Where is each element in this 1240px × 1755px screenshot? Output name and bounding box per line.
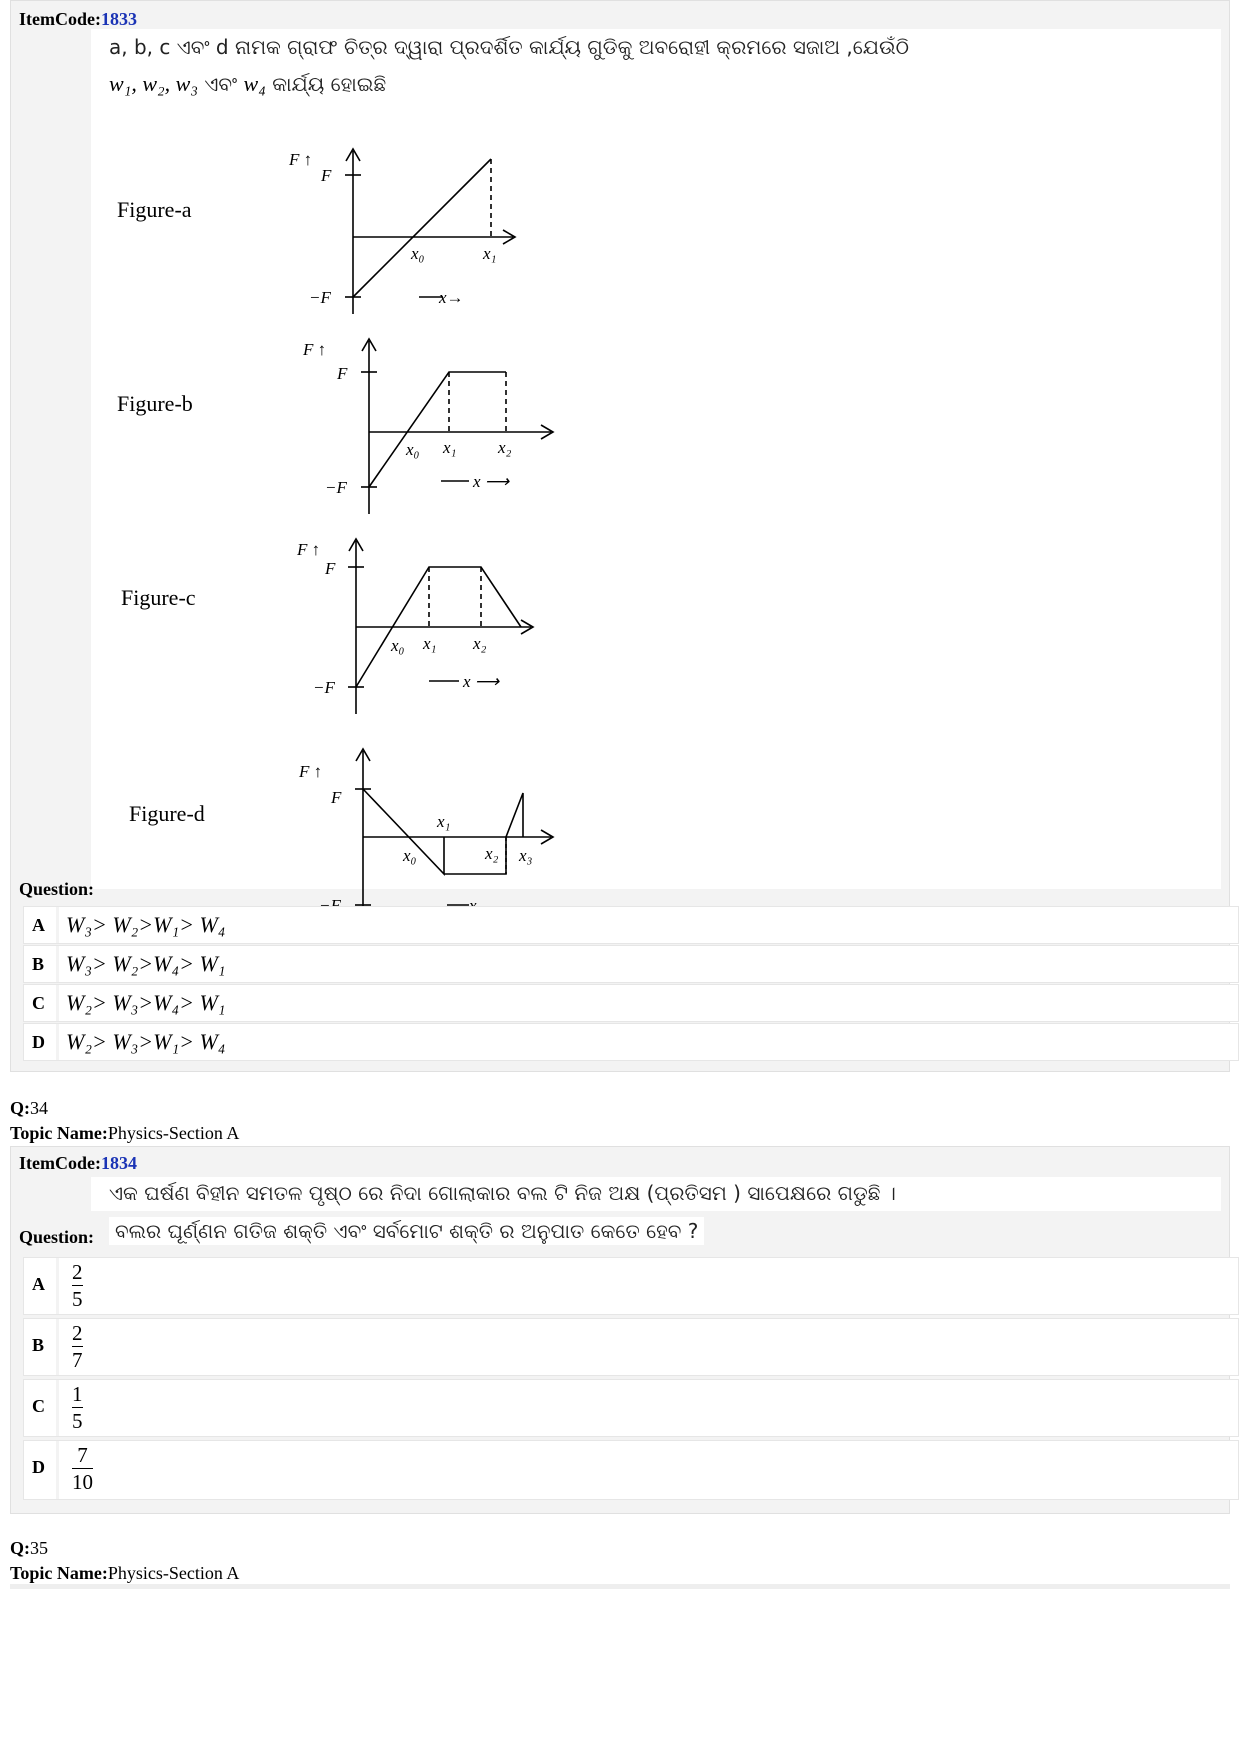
q-label: Q: bbox=[10, 1538, 30, 1558]
stem-line-2: ବଲର ଘୂର୍ଣ୍ଣନ ଗତିଜ ଶକ୍ତି ଏବଂ ସର୍ବମୋଟ ଶକ୍ତି ର ଅନୁପାତ କେତେ ହେବ ? bbox=[109, 1217, 704, 1245]
fig-a-x-label: x→ bbox=[439, 288, 464, 307]
stem-line-1: ଏକ ଘର୍ଷଣ ବିହୀନ ସମତଳ ପୃଷ୍ଠ ରେ ନିଦା ଗୋଲାକାର ବଲ ଟି ନିଜ ଅକ୍ଷ (ପ୍ରତିସମ ) ସାପେକ୍ଷରେ ଗଡୁଛି । bbox=[109, 1181, 896, 1205]
fraction-denominator: 7 bbox=[72, 1348, 83, 1372]
question-row bbox=[19, 1217, 1219, 1251]
fig-c-F-label: F bbox=[325, 559, 336, 578]
section-divider bbox=[10, 1584, 1230, 1589]
stem-vars: w₁, w₂, w₃ bbox=[109, 71, 198, 96]
fraction-denominator: 5 bbox=[72, 1409, 83, 1433]
fig-a-x0-label: x₀ bbox=[411, 244, 425, 263]
fig-b-x-label: x ⟶ bbox=[473, 472, 510, 491]
option-fraction bbox=[72, 1382, 83, 1433]
item-code-value: 1833 bbox=[100, 9, 137, 29]
stem-line-1: a, b, c ଏବଂ d ନାମକ ଗ୍ରାଫ ଚିତ୍ର ଦ୍ୱାରା ପ୍ରଦର୍ଶିତ କାର୍ଯ୍ୟ ଗୁଡିକୁ ଅବରୋହୀ କ୍ରମରେ ସଜାଅ ,ଯେଉଁଠି bbox=[109, 35, 909, 59]
fig-a-negF-label: −F bbox=[309, 288, 331, 307]
option-letter: A bbox=[32, 915, 45, 935]
fig-c-x1-label: x₁ bbox=[423, 634, 437, 653]
topic-row bbox=[10, 1563, 239, 1584]
stem-tail: କାର୍ଯ୍ୟ ହୋଇଛି bbox=[265, 72, 387, 96]
option-letter: D bbox=[32, 1032, 45, 1052]
figure-c-graph bbox=[201, 519, 581, 719]
option-letter: B bbox=[32, 1335, 45, 1355]
fraction-bar bbox=[72, 1285, 83, 1286]
fig-c-x-label: x ⟶ bbox=[463, 672, 500, 691]
fraction-numerator: 2 bbox=[72, 1260, 83, 1284]
fig-d-F-arrow-label: F ↑ bbox=[299, 762, 323, 781]
fig-c-F-arrow-label: F ↑ bbox=[297, 540, 321, 559]
fig-b-x1-label: x₁ bbox=[443, 438, 457, 457]
fig-b-F-arrow-label: F ↑ bbox=[303, 340, 327, 359]
option-separator bbox=[56, 907, 59, 943]
fig-c-x0-label: x₀ bbox=[391, 636, 405, 655]
question-number-row bbox=[10, 1098, 239, 1119]
question-label: Question: bbox=[19, 879, 95, 899]
figure-d-label: Figure-d bbox=[129, 801, 205, 826]
fraction-bar bbox=[72, 1346, 83, 1347]
question-card-1833 bbox=[10, 0, 1230, 1072]
question-number-row bbox=[10, 1538, 239, 1559]
fraction-numerator: 2 bbox=[72, 1321, 83, 1345]
fraction-numerator: 1 bbox=[72, 1382, 83, 1406]
option-letter: C bbox=[32, 1396, 45, 1416]
fig-c-x2-label: x₂ bbox=[473, 634, 487, 653]
option-letter: B bbox=[32, 954, 45, 974]
option-separator bbox=[56, 1024, 59, 1060]
option-text: W₂> W₃>W₄> W₁ bbox=[66, 990, 226, 1015]
topic-name: Physics-Section A bbox=[107, 1123, 240, 1143]
fig-d-x3-label: x₃ bbox=[519, 846, 533, 865]
q-label: Q: bbox=[10, 1098, 30, 1118]
fraction-denominator: 5 bbox=[72, 1287, 83, 1311]
option-row[interactable] bbox=[23, 945, 1239, 983]
option-row[interactable] bbox=[23, 1440, 1239, 1500]
fig-c-negF-label: −F bbox=[313, 678, 335, 697]
topic-name: Physics-Section A bbox=[107, 1563, 240, 1583]
figure-a-label: Figure-a bbox=[117, 197, 192, 222]
figure-b-graph bbox=[201, 319, 581, 519]
topic-row bbox=[10, 1123, 239, 1144]
item-code-label: ItemCode: bbox=[19, 9, 101, 29]
figure-a-graph bbox=[201, 129, 541, 329]
option-separator bbox=[56, 1258, 59, 1314]
question-card-1834 bbox=[10, 1146, 1230, 1514]
question-header-35 bbox=[10, 1538, 239, 1584]
question-stem-area bbox=[91, 1177, 1221, 1211]
fraction-bar bbox=[72, 1468, 93, 1469]
fig-a-x1-label: x₁ bbox=[483, 244, 497, 263]
figure-b-label: Figure-b bbox=[117, 391, 193, 416]
option-fraction bbox=[72, 1260, 83, 1311]
option-separator bbox=[56, 1441, 59, 1499]
fig-a-force-line bbox=[353, 159, 491, 297]
option-row[interactable] bbox=[23, 1023, 1239, 1061]
option-separator bbox=[56, 1380, 59, 1436]
fig-a-F-label: F bbox=[321, 166, 332, 185]
fraction-numerator: 7 bbox=[77, 1443, 88, 1467]
stem-and: ଏବଂ bbox=[197, 72, 244, 96]
option-row[interactable] bbox=[23, 984, 1239, 1022]
fraction-bar bbox=[72, 1407, 83, 1408]
option-letter: D bbox=[32, 1457, 45, 1477]
option-row[interactable] bbox=[23, 1318, 1239, 1376]
stem-line-2 bbox=[109, 71, 386, 97]
fraction-denominator: 10 bbox=[72, 1470, 93, 1494]
fig-b-F-label: F bbox=[337, 364, 348, 383]
item-code-value: 1834 bbox=[100, 1153, 137, 1173]
figure-c-label: Figure-c bbox=[121, 585, 196, 610]
fig-d-x1-label: x₁ bbox=[437, 812, 451, 831]
question-stem-area bbox=[91, 29, 1221, 889]
option-row[interactable] bbox=[23, 1257, 1239, 1315]
option-letter: A bbox=[32, 1274, 45, 1294]
option-text: W₃> W₂>W₁> W₄ bbox=[66, 912, 226, 937]
fig-d-x2-label: x₂ bbox=[485, 844, 499, 863]
option-separator bbox=[56, 985, 59, 1021]
q-number: 35 bbox=[30, 1538, 48, 1558]
fig-d-x0-label: x₀ bbox=[403, 846, 417, 865]
item-code-row bbox=[19, 9, 137, 30]
option-separator bbox=[56, 1319, 59, 1375]
figure-d-graph bbox=[201, 729, 581, 929]
question-header-34 bbox=[10, 1098, 239, 1144]
question-label: Question: bbox=[19, 1227, 95, 1247]
option-letter: C bbox=[32, 993, 45, 1013]
fig-b-negF-label: −F bbox=[325, 478, 347, 497]
stem-w4: w₄ bbox=[243, 71, 266, 96]
topic-label: Topic Name: bbox=[10, 1563, 108, 1583]
q-number: 34 bbox=[30, 1098, 48, 1118]
option-text: W₃> W₂>W₄> W₁ bbox=[66, 951, 226, 976]
fig-b-x2-label: x₂ bbox=[498, 438, 512, 457]
fig-b-force-line bbox=[369, 372, 506, 487]
fig-d-F-label: F bbox=[331, 788, 342, 807]
option-row[interactable] bbox=[23, 1379, 1239, 1437]
option-fraction bbox=[72, 1321, 83, 1372]
topic-label: Topic Name: bbox=[10, 1123, 108, 1143]
option-fraction bbox=[72, 1443, 93, 1494]
item-code-label: ItemCode: bbox=[19, 1153, 101, 1173]
option-separator bbox=[56, 946, 59, 982]
item-code-row bbox=[19, 1153, 137, 1174]
fig-b-x0-label: x₀ bbox=[406, 440, 420, 459]
option-row[interactable] bbox=[23, 906, 1239, 944]
option-text: W₂> W₃>W₁> W₄ bbox=[66, 1029, 226, 1054]
fig-d-force-seg2 bbox=[444, 793, 523, 874]
fig-a-F-arrow-label: F ↑ bbox=[289, 150, 313, 169]
